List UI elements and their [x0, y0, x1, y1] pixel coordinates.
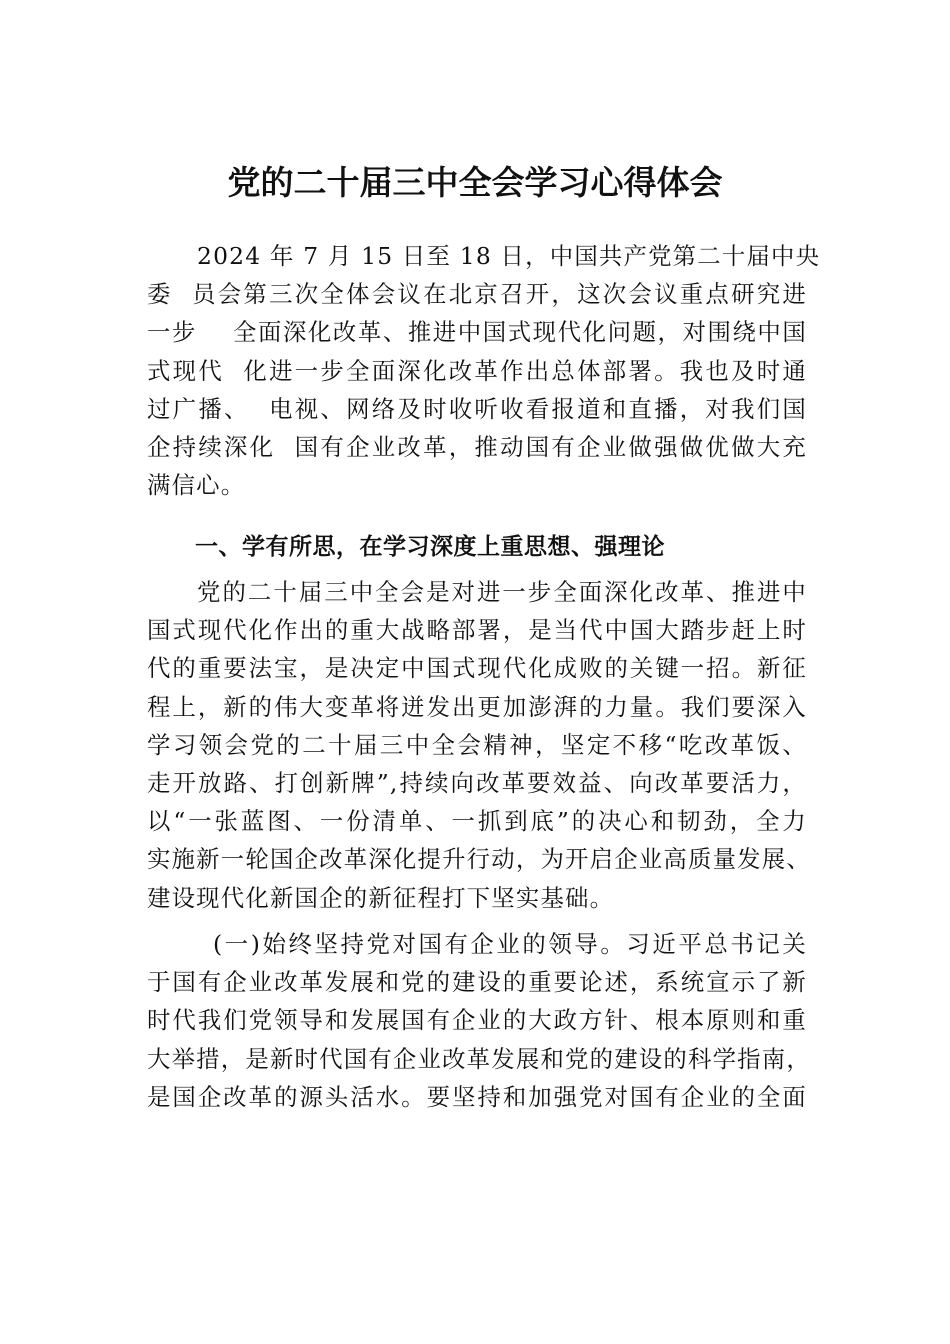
paragraph-line: 学习领会党的二十届三中全会精神，坚定不移“吃改革饭、	[147, 730, 807, 759]
paragraph-line: 实施新一轮国企改革深化提升行动，为开启企业高质量发展、	[147, 845, 811, 874]
paragraph-line: 委 员会第三次全体会议在北京召开，这次会议重点研究进	[147, 280, 807, 309]
paragraph-line: 企持续深化 国有企业改革，推动国有企业做强做优做大充	[147, 433, 807, 462]
paragraph-line: 一步 全面深化改革、推进中国式现代化问题，对围绕中国	[147, 318, 807, 347]
paragraph-line: 建设现代化新国企的新征程打下坚实基础。	[147, 883, 615, 912]
paragraph-line: 大举措，是新时代国有企业改革发展和党的建设的科学指南，	[147, 1044, 811, 1073]
paragraph-line: 式现代 化进一步全面深化改革作出总体部署。我也及时通	[147, 356, 807, 385]
paragraph-line: 代的重要法宝，是决定中国式现代化成败的关键一招。新征	[147, 654, 807, 683]
paragraph-line: 是国企改革的源头活水。要坚持和加强党对国有企业的全面	[147, 1082, 807, 1111]
paragraph-line: 满信心。	[147, 471, 246, 500]
paragraph-line: 走开放路、打创新牌”,持续向改革要效益、向改革要活力，	[147, 769, 807, 798]
document-title: 党的二十届三中全会学习心得体会	[227, 163, 723, 202]
paragraph-line: 于国有企业改革发展和党的建设的重要论述，系统宣示了新	[147, 968, 807, 997]
paragraph-line: (一)始终坚持党对国有企业的领导。习近平总书记关	[213, 930, 807, 958]
paragraph-line: 程上，新的伟大变革将迸发出更加澎湃的力量。我们要深入	[147, 692, 807, 721]
paragraph-3	[147, 925, 811, 1116]
paragraph-line: 过广播、 电视、网络及时收听收看报道和直播，对我们国	[147, 394, 807, 423]
paragraph-line: 党的二十届三中全会是对进一步全面深化改革、推进中	[197, 578, 807, 606]
paragraph-line: 时代我们党领导和发展国有企业的大政方针、根本原则和重	[147, 1006, 807, 1035]
section-heading-1: 一、学有所思，在学习深度上重思想、强理论	[195, 534, 665, 560]
paragraph-line: 2024 年 7 月 15 日至 18 日，中国共产党第二十届中央	[197, 242, 821, 270]
paragraph-1	[147, 237, 821, 504]
paragraph-line: 国式现代化作出的重大战略部署，是当代中国大踏步赶上时	[147, 616, 807, 645]
paragraph-2	[147, 573, 811, 917]
paragraph-line: 以“一张蓝图、一份清单、一抓到底”的决心和韧劲，全力	[147, 807, 807, 836]
